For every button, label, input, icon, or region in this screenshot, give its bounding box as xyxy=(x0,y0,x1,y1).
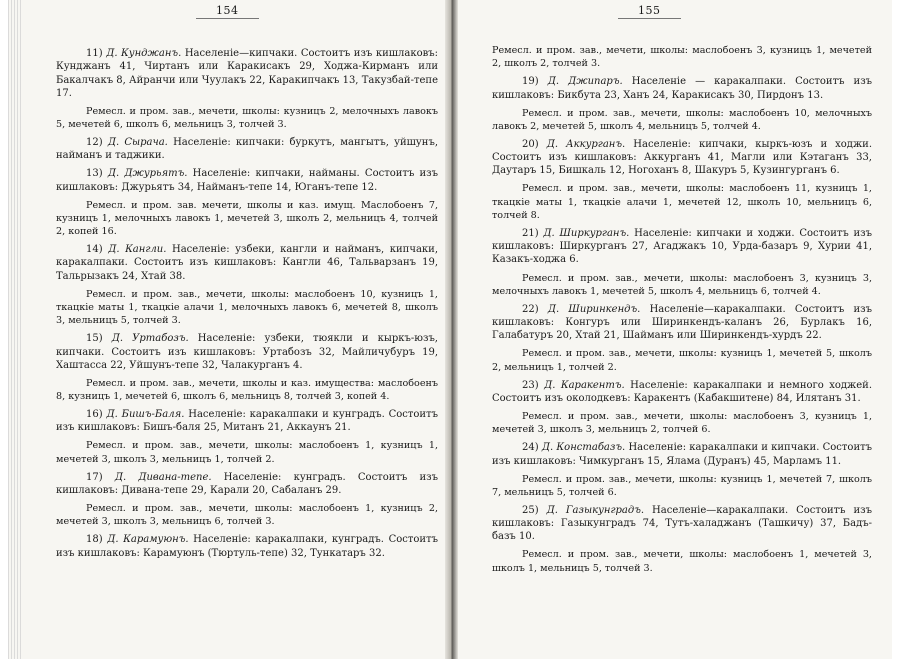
paragraph xyxy=(492,347,872,374)
paragraph xyxy=(492,473,872,500)
district-entry xyxy=(56,47,438,100)
entry-number: 17) xyxy=(86,471,103,483)
district-entry xyxy=(56,167,438,194)
entry-number: 14) xyxy=(86,244,103,256)
entry-text: Населеніе: кипчаки: буркутъ, мангытъ, уйшунъ, найманъ и таджики. xyxy=(56,137,439,162)
paragraph xyxy=(492,548,872,575)
entry-text: Населеніе: каракалпаки и немного ходжей. Состоитъ изъ околодкевъ: Каракентъ (Кабакшитене) 84, Илятанъ 31. xyxy=(492,379,872,404)
district-entry xyxy=(56,408,438,435)
entry-text: Ремесл. и пром. зав., мечети, школы: маслобоенъ 1, кузницъ 2, мечетей 3, школъ 3, мельницъ 6, толчей 3. xyxy=(56,503,438,528)
entry-number: 15) xyxy=(86,333,103,345)
paragraph xyxy=(56,502,438,529)
district-name: Д. Карамуюнъ. xyxy=(107,534,189,546)
entry-text: Ремесл. и пром. зав., мечети, школы: маслобоенъ 1, мечетей 3, школъ 1, мельницъ 5, толчей 3. xyxy=(492,549,872,574)
entry-text: Населеніе: кипчаки, кыркъ-юзъ и ходжи. Состоитъ изъ кишлаковъ: Аккурганъ 41, Магли или Кэтаганъ 33, Даутаръ 15, Бишкаль 12, Ногоханъ 8, Шакуръ 5, Кузингурганъ 6. xyxy=(492,138,873,177)
entry-number: 16) xyxy=(86,409,103,421)
entry-text: Населеніе: кунградъ. Состоитъ изъ кишлаковъ: Дивана-тепе 29, Карали 20, Сабаланъ 29. xyxy=(56,471,438,497)
paragraph xyxy=(492,410,872,437)
entry-number: 21) xyxy=(522,227,539,239)
entry-number: 22) xyxy=(522,303,539,315)
entry-text: Ремесл. и пром. зав., мечети, школы: маслобоенъ 1, кузницъ 1, мечетей 3, школъ 3, мельницъ 1, толчей 2. xyxy=(56,440,438,465)
district-entry xyxy=(492,75,872,102)
entry-number: 11) xyxy=(86,48,103,59)
district-entry xyxy=(56,332,438,372)
district-entry xyxy=(56,471,438,498)
right-page-text xyxy=(492,44,872,580)
entry-text: Населеніе—каракалпаки. Состоитъ изъ кишлаковъ: Газыкунградъ 74, Тутъ-халаджанъ (Ташкичу) 37, Бадъ-базъ 10. xyxy=(492,504,872,543)
paragraph xyxy=(56,377,438,404)
paragraph xyxy=(56,439,438,466)
entry-text: Ремесл. и пром. зав., мечети, школы: маслобоенъ 3, кузницъ 1, мечетей 3, школъ 3, мельницъ 2, толчей 6. xyxy=(492,410,872,436)
district-name: Д. Аккурганъ. xyxy=(546,138,626,150)
entry-text: Ремесл. и пром. зав., мечети, школы: маслобоенъ 11, кузницъ 1, ткацкіе маты 1, ткацкіе алачи 1, мечетей 12, школъ 10, мельницъ 6, толчей 8. xyxy=(492,183,872,221)
entry-text: Ремесл. и пром. зав. мечети, школы и каз. имущ. Маслобоенъ 7, кузницъ 1, мелочныхъ лавокъ 1, мечетей 3, школъ 2, мельницъ 4, толчей 2, копей 16. xyxy=(56,199,438,238)
district-name: Д. Газыкунградъ. xyxy=(546,504,645,516)
entry-text: Ремесл. и пром. зав., мечети, школы: маслобоенъ 10, мелочныхъ лавокъ 2, мечетей 5, школъ 4, мельницъ 5, толчей 4. xyxy=(492,107,872,132)
district-name: Д. Кангли. xyxy=(108,244,167,256)
district-entry xyxy=(492,504,872,544)
entry-text: Населеніе: кипчаки, найманы. Состоитъ изъ кишлаковъ: Джурьятъ 34, Найманъ-тепе 14, Юганъ-тепе 12. xyxy=(56,168,438,193)
district-entry xyxy=(492,441,872,468)
district-entry xyxy=(56,533,438,560)
entry-text: Населеніе: каракалпаки и кипчаки. Состоитъ изъ кишлаковъ: Чимкурганъ 15, Ялама (Дуранъ) 45, Марламъ 11. xyxy=(492,442,873,467)
district-name: Д. Бишъ-Баля. xyxy=(106,409,185,421)
entry-text: Населеніе: узбеки, тюякли и кыркъ-юзъ, кипчаки. Состоитъ изъ кишлаковъ: Уртабозъ 32, Майличубуръ 19, Хаштасса 22, Уйшунъ-тепе 32, Чалакурганъ 4. xyxy=(56,333,438,371)
left-page-edge xyxy=(8,0,22,659)
entry-text: Ремесл. и пром. зав., мечети, школы: маслобоенъ 3, кузницъ 3, мелочныхъ лавокъ 1, мечетей 5, школъ 4, мельницъ 6, толчей 4. xyxy=(492,272,872,297)
entry-text: Населеніе: каракалпаки и кунградъ. Состоитъ изъ кишлаковъ: Бишъ-баля 25, Митанъ 21, Аккаунъ 21. xyxy=(56,409,438,434)
entry-text: Населеніе—кипчаки. Состоитъ изъ кишлаковъ: Кунджанъ 41, Чиртанъ или Каракисакъ 29, Ходжа-Кирманъ или Бакалчакъ 8, Айранчи или Чуулакъ 22, Каракипчакъ 13, Такузбай-тепе 17. xyxy=(56,48,438,99)
entry-text: Ремесл. и пром. зав., мечети, школы: маслобоенъ 10, кузницъ 1, ткацкіе маты 1, ткацкіе алачи 1, мелочныхъ лавокъ 6, мечетей 8, школъ 3, мельницъ 5, толчей 3. xyxy=(56,288,438,327)
entry-number: 24) xyxy=(522,442,539,454)
district-entry xyxy=(492,227,872,267)
entry-number: 18) xyxy=(86,534,103,546)
entry-number: 12) xyxy=(86,137,103,149)
paragraph xyxy=(56,105,438,132)
entry-text: Ремесл. и пром. зав., мечети, школы: кузницъ 2, мелочныхъ лавокъ 5, мечетей 6, школъ 6, мельницъ 3, толчей 3. xyxy=(56,105,438,131)
district-entry xyxy=(492,379,872,406)
district-name: Д. Уртабозъ. xyxy=(111,333,189,345)
left-page-text xyxy=(56,47,438,565)
entry-number: 13) xyxy=(86,168,103,180)
district-name: Д. Каракентъ. xyxy=(544,379,625,391)
paragraph xyxy=(56,199,438,239)
district-entry xyxy=(492,138,872,178)
district-name: Д. Дивана-тепе. xyxy=(114,471,212,483)
right-page xyxy=(458,0,892,659)
left-page xyxy=(8,0,445,659)
entry-text: Ремесл. и пром. зав., мечети, школы и каз. имущества: маслобоенъ 8, кузницъ 1, мечетей 6, школъ 6, мельницъ 8, толчей 3, копей 4. xyxy=(56,377,438,403)
entry-text: Населеніе — каракалпаки. Состоитъ изъ кишлаковъ: Бикбута 23, Ханъ 24, Каракисакъ 30, Пирдонъ 13. xyxy=(492,76,873,101)
paragraph xyxy=(56,288,438,328)
district-name: Д. Джипаръ. xyxy=(547,76,623,88)
entry-number: 20) xyxy=(522,138,539,150)
book-spine xyxy=(445,0,458,659)
entry-number: 25) xyxy=(522,504,539,516)
entry-text: Населеніе: каракалпаки, кунградъ. Состоитъ изъ кишлаковъ: Карамуюнъ (Тюртуль-тепе) 32, Тункатаръ 32. xyxy=(56,534,438,559)
district-name: Д. Сырача. xyxy=(107,137,168,149)
paragraph xyxy=(492,44,872,71)
entry-text: Ремесл. и пром. зав., мечети, школы: маслобоенъ 3, кузницъ 1, мечетей 2, школъ 2, толчей 3. xyxy=(492,45,872,70)
district-name: Д. Кунджанъ. xyxy=(106,48,182,59)
entry-text: Населеніе: узбеки, кангли и найманъ, кипчаки, каракалпаки. Состоитъ изъ кишлаковъ: Кангли 46, Тальварзанъ 19, Тальрызакъ 24, Хтай 38. xyxy=(56,244,439,282)
district-entry xyxy=(492,303,872,343)
district-name: Д. Ширкурганъ. xyxy=(543,227,630,239)
district-entry xyxy=(56,243,438,283)
page-number: 155 xyxy=(618,4,681,19)
entry-number: 23) xyxy=(522,379,539,391)
entry-text: Населеніе: кипчаки и ходжи. Состоитъ изъ кишлаковъ: Ширкурганъ 27, Агаджакъ 10, Урда-базаръ 9, Хурии 41, Казакъ-ходжа 6. xyxy=(492,227,872,266)
entry-text: Ремесл. и пром. зав., мечети, школы: кузницъ 1, мечетей 7, школъ 7, мельницъ 5, толчей 6. xyxy=(492,473,872,498)
entry-text: Ремесл. и пром. зав., мечети, школы: кузницъ 1, мечетей 5, школъ 2, мельницъ 1, толчей 2. xyxy=(492,348,872,373)
district-name: Д. Джурьятъ. xyxy=(107,168,188,180)
district-entry xyxy=(56,136,438,163)
district-name: Д. Ширинкендъ. xyxy=(547,303,641,315)
paragraph xyxy=(492,182,872,222)
district-name: Д. Констабазъ. xyxy=(541,442,626,454)
entry-number: 19) xyxy=(522,76,539,88)
page-number: 154 xyxy=(196,4,259,19)
paragraph xyxy=(492,272,872,299)
entry-text: Населеніе—каракалпаки. Состоитъ изъ кишлаковъ: Конгуръ или Ширинкендъ-каланъ 26, Бурлакъ 16, Галабатуръ 20, Хтай 21, Шайманъ или Ширинкендъ-хурдъ 22. xyxy=(492,303,872,342)
paragraph xyxy=(492,107,872,134)
